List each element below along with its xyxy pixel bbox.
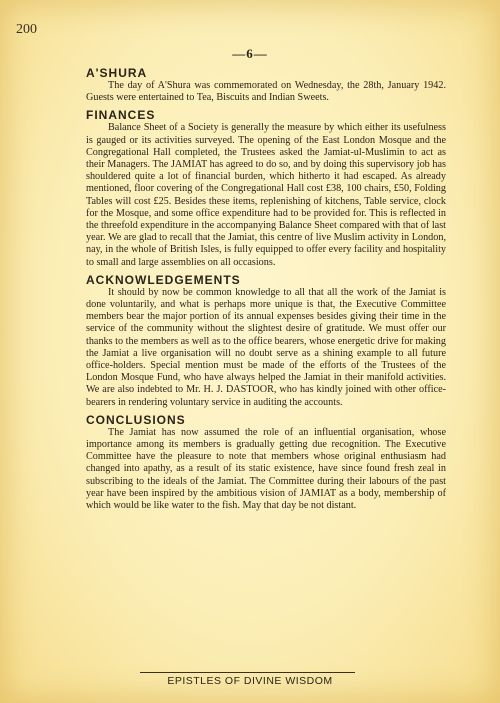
folio: —6— [232, 46, 268, 61]
section-paragraph: Balance Sheet of a Society is generally the measure by which either its usefulness is gauged or its activities surveyed. The opening of the East London Mosque and the Congregational Hall completed, the Trustees asked the Jamiat-ul-Muslimin to act as their Managers. The JAMIAT has agreed to do so, and by doing this supervisory job has shouldered quite a lot of financial burden, which hitherto it had escaped. As already mentioned, floor covering of the Congregational Hall cost £38, 100 chairs, £50, Folding Tables will cost £25. Besides these items, replenishing of kitchens, Table service, clock for the Mosque, and some office expenditure had to be provided for. This is reflected in the threefold expenditure in the accompanying Balance Sheet compared with that of last year. We are glad to recall that the Jamiat, this centre of live Muslim activity in London, nay, in the whole of British Isles, is fully equipped to offer every facility and hospitality to small and large assemblies on all occasions. [86, 122, 446, 268]
document-body [86, 66, 446, 516]
section-paragraph: It should by now be common knowledge to all that all the work of the Jamiat is done voluntarily, and what is perhaps more unique is that, the Executive Committee members bear the major portion of its annual expenses besides giving their time in the service of the community without the slightest desire of gratitude. We must offer our thanks to the members as well as to the office bearers, whose energetic drive for making the Jamiat a live organisation will no doubt serve as a shining example to all future office-holders. Special mention must be made of the efforts of the Trustees of the London Mosque Fund, who have always helped the Jamiat in their manifold activities. We are also indebted to Mr. H. J. DASTOOR, who has kindly joined with other office-bearers in rendering voluntary service in auditing the accounts. [86, 286, 446, 408]
footer-rule [140, 672, 355, 673]
section-acknowledgements [86, 273, 446, 409]
footer-title: EPISTLES OF DIVINE WISDOM [167, 675, 333, 687]
section-finances [86, 108, 446, 268]
section-ashura [86, 66, 446, 104]
section-heading: FINANCES [86, 108, 156, 123]
section-heading: A'SHURA [86, 66, 148, 80]
section-conclusions [86, 413, 446, 512]
page-number: 200 [16, 22, 37, 37]
section-heading: ACKNOWLEDGEMENTS [86, 272, 241, 287]
section-paragraph: The day of A'Shura was commemorated on Wednesday, the 28th, January 1942. Guests were entertained to Tea, Biscuits and Indian Sweets. [86, 80, 446, 104]
section-paragraph: The Jamiat has now assumed the role of an influential organisation, whose importance among its members is gradually getting due recognition. The Executive Committee have the pleasure to note that members whose original enthusiasm had changed into apathy, as a result of its static existence, have since found fresh zeal in subscribing to the ideals of the Jamiat. The Committee during their labours of the past year have been inspired by the ambitious vision of JAMIAT as a body, membership of which would be like water to the fish. May that day be not distant. [86, 426, 446, 512]
section-heading: CONCLUSIONS [86, 412, 186, 427]
